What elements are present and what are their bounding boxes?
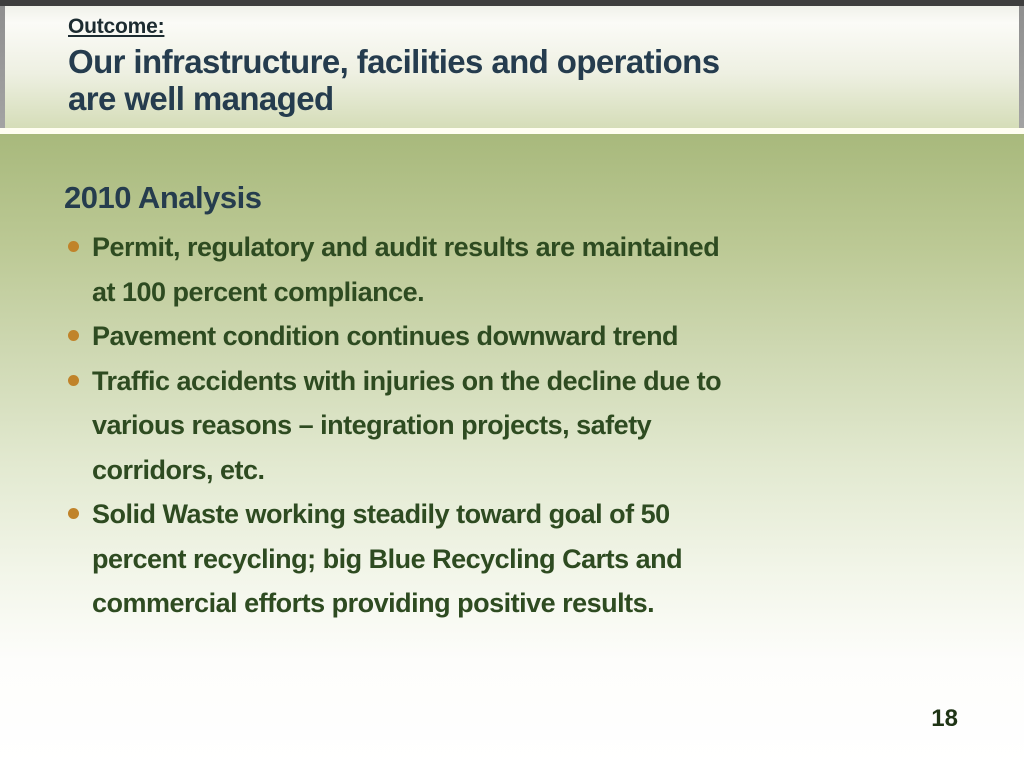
bullet-line: commercial efforts providing positive results. [92,588,655,618]
bullet-item [64,314,960,359]
bullet-dot-icon [68,330,79,341]
bullet-line: corridors, etc. [92,454,265,485]
page-number: 18 [931,705,958,732]
bullet-line: percent recycling; big Blue Recycling Carts and [92,543,683,574]
slide-title-line-1: Our infrastructure, facilities and operations [68,43,720,80]
slide-title [68,43,1019,117]
bullet-line: various reasons – integration projects, safety [92,410,652,440]
bullet-dot-icon [68,241,79,252]
bullet-list [64,225,960,626]
bullet-text [92,225,719,314]
outcome-label: Outcome: [68,15,165,38]
slide-header [0,6,1024,128]
bullet-line: at 100 percent compliance. [92,276,425,307]
bullet-text [92,359,721,493]
bullet-item [64,492,960,626]
analysis-heading: 2010 Analysis [64,180,262,215]
bullet-line: Traffic accidents with injuries on the decline due to [92,365,722,396]
slide-body [0,134,1024,768]
bullet-line: Pavement condition continues downward trend [92,321,679,351]
bullet-item [64,359,960,493]
header-right-edge [1019,6,1024,128]
bullet-text [92,314,678,359]
bullet-dot-icon [68,375,79,386]
bullet-line: Solid Waste working steadily toward goal of 50 [92,499,670,529]
bullet-item [64,225,960,314]
bullet-text [92,492,682,626]
header-content [5,6,1019,128]
slide-title-line-2: are well managed [68,80,334,117]
bullet-line: Permit, regulatory and audit results are maintained [92,232,720,262]
bullet-dot-icon [68,508,79,519]
